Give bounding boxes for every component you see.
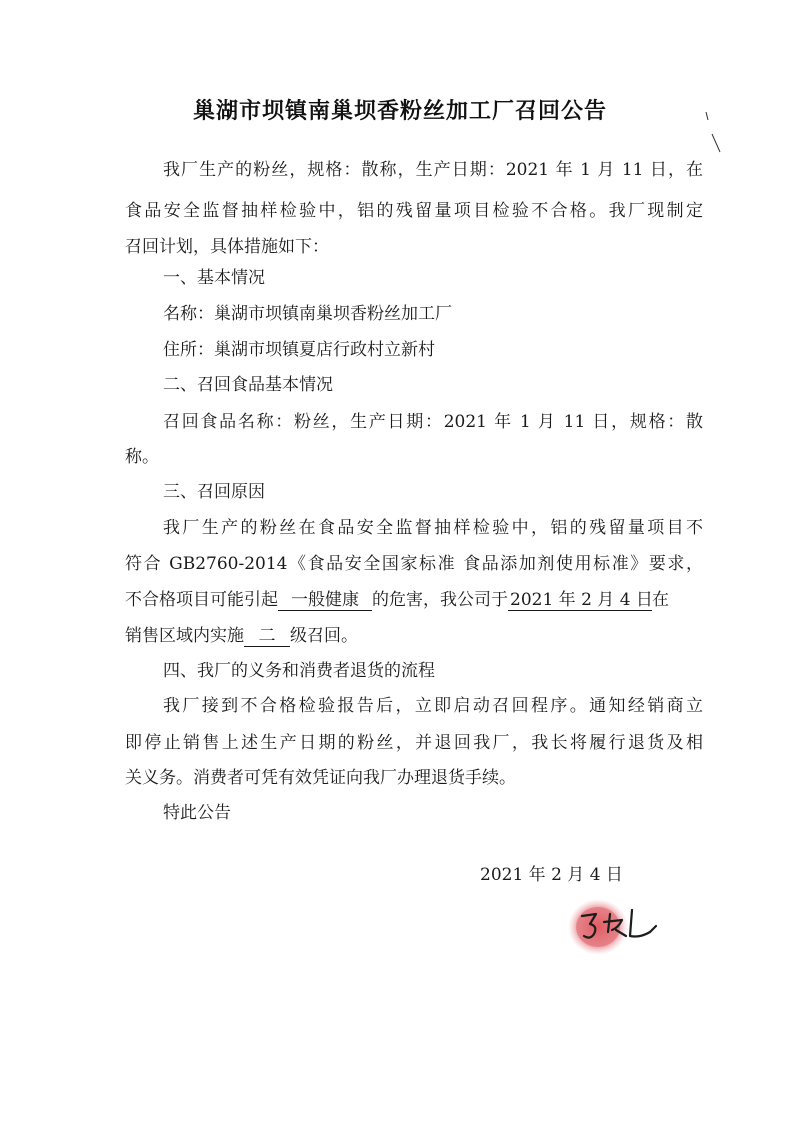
section-4-heading: 四、我厂的义务和消费者退货的流程 (163, 661, 435, 681)
harm-suffix: 的危害，我公司于 (372, 590, 508, 610)
section-3-line-3 (125, 588, 669, 612)
section-1-heading: 一、基本情况 (163, 268, 265, 288)
section-2-line-1: 召回食品名称：粉丝，生产日期：2021 年 1 月 11 日，规格：散 (163, 412, 703, 432)
recall-date-underlined: 2021 年 2 月 4 日 (510, 590, 653, 610)
company-address: 住所：巢湖市坝镇夏店行政村立新村 (163, 340, 435, 360)
harm-level-underlined: 一般健康 (278, 590, 372, 611)
section-3-heading: 三、召回原因 (163, 482, 265, 502)
recall-level-underlined: 二 (244, 626, 290, 647)
section-2-line-2: 称。 (125, 447, 159, 467)
section-3-line-2: 符合 GB2760-2014《食品安全国家标准 食品添加剂使用标准》要求， (125, 554, 703, 574)
section-3-line-1: 我厂生产的粉丝在食品安全监督抽样检验中，铝的残留量项目不 (163, 518, 703, 538)
intro-line-3: 召回计划，具体措施如下： (125, 237, 329, 257)
document-title: 巢湖市坝镇南巢坝香粉丝加工厂召回公告 (192, 99, 607, 124)
section-4-line-2: 即停止销售上述生产日期的粉丝，并退回我厂，我长将履行退货及相 (125, 733, 703, 753)
sign-date: 2021 年 2 月 4 日 (480, 865, 623, 885)
red-seal-signature (560, 888, 690, 966)
company-name: 名称：巢湖市坝镇南巢坝香粉丝加工厂 (163, 304, 452, 324)
intro-line-2: 食品安全监督抽样检验中，铝的残留量项目检验不合格。我厂现制定 (125, 201, 703, 221)
harm-prefix: 不合格项目可能引起 (125, 590, 278, 610)
scan-mark (700, 108, 730, 168)
section-4-line-3: 关义务。消费者可凭有效凭证向我厂办理退货手续。 (125, 768, 516, 788)
section-4-line-1: 我厂接到不合格检验报告后，立即启动召回程序。通知经销商立 (163, 696, 703, 716)
recall-date-suffix: 在 (652, 590, 669, 610)
intro-line-1: 我厂生产的粉丝，规格：散称，生产日期：2021 年 1 月 11 日，在 (163, 160, 703, 180)
section-3-line-4 (125, 624, 358, 648)
recall-level-prefix: 销售区域内实施 (125, 626, 244, 646)
closing-text: 特此公告 (163, 803, 231, 823)
recall-level-suffix: 级召回。 (290, 626, 358, 646)
section-2-heading: 二、召回食品基本情况 (163, 375, 333, 395)
